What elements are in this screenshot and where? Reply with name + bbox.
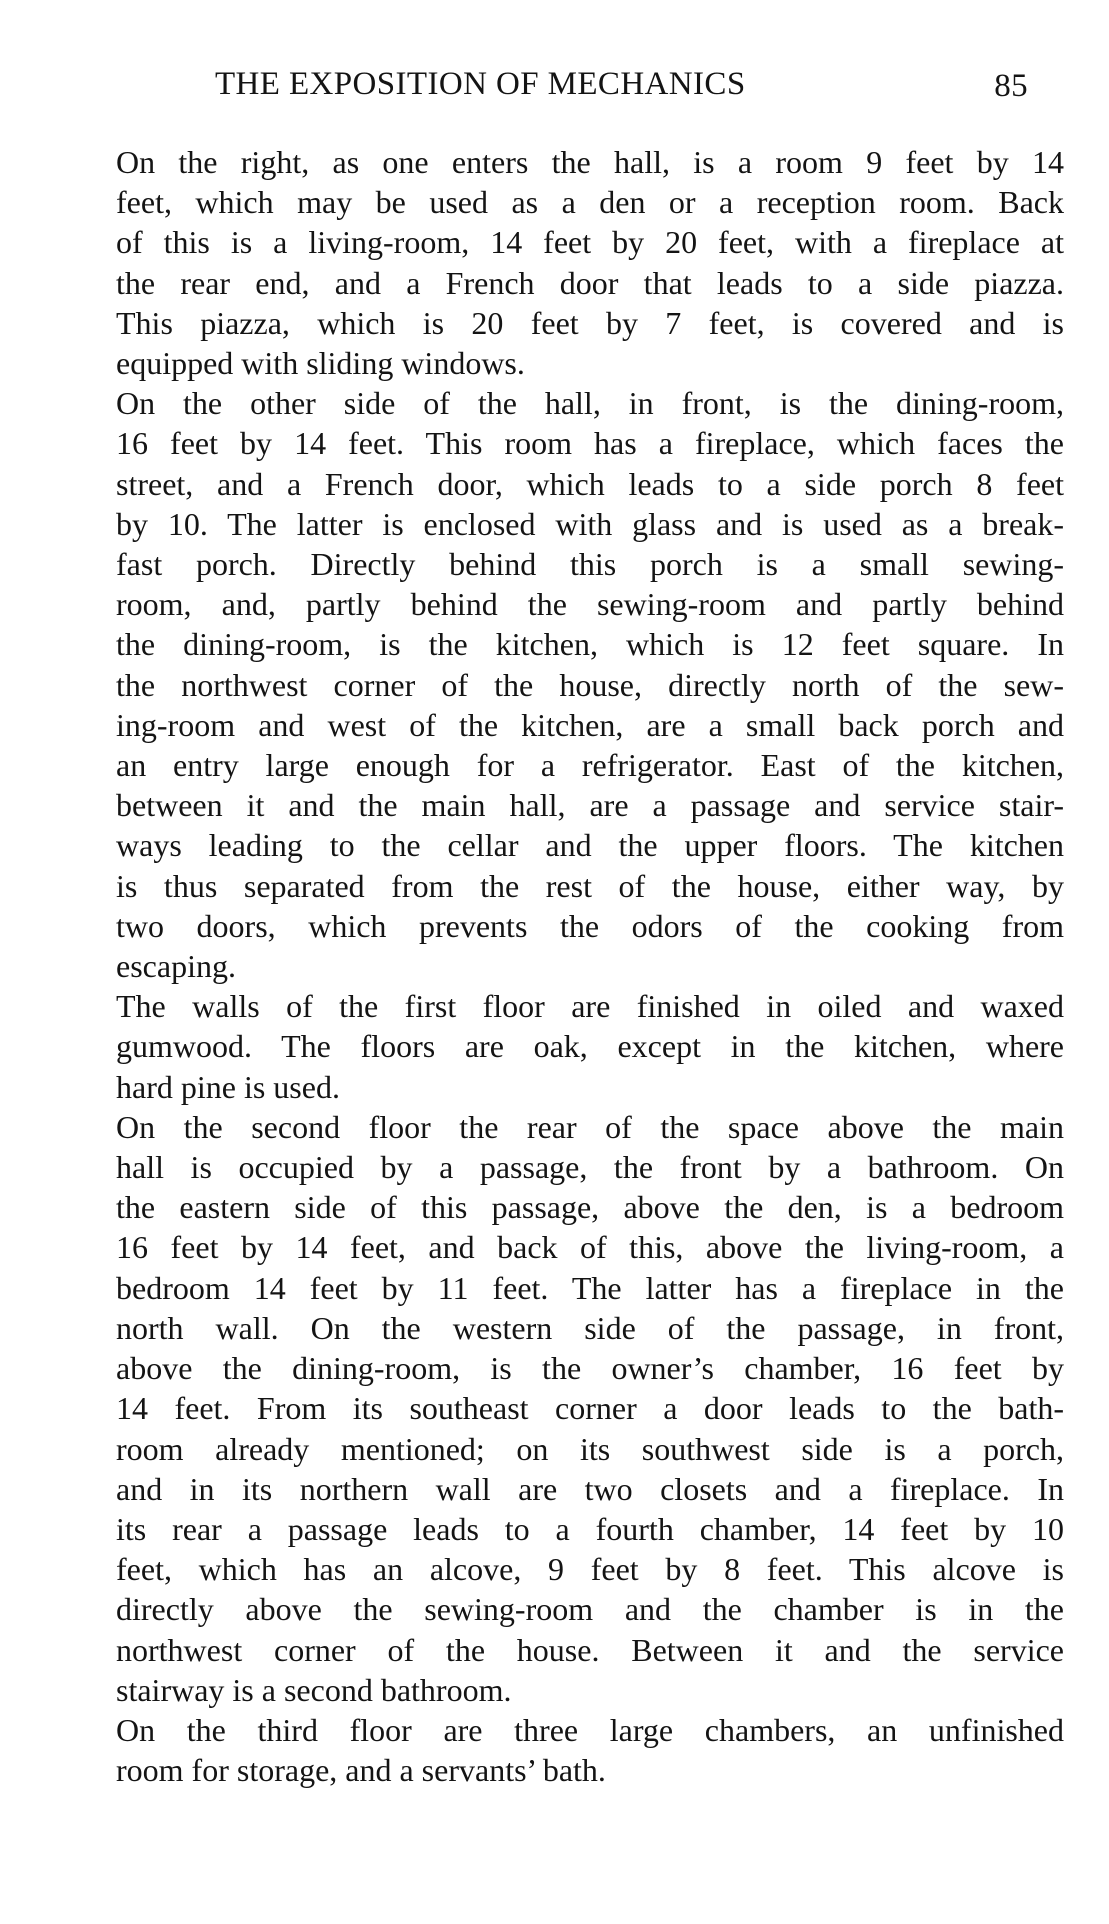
- text-line: room for storage, and a servants’ bath.: [116, 1752, 606, 1789]
- running-title: THE EXPOSITION OF MECHANICS: [215, 66, 746, 102]
- text-line: an entry large enough for a refrigerator. East of the kitchen,: [116, 747, 1064, 784]
- text-line: stairway is a second bathroom.: [116, 1671, 512, 1708]
- text-line: gumwood. The floors are oak, except in the kitchen, where: [116, 1028, 1064, 1065]
- text-line: above the dining-room, is the owner’s chamber, 16 feet by: [116, 1350, 1064, 1387]
- text-line: two doors, which prevents the odors of the cooking from: [116, 907, 1064, 944]
- text-line: On the third floor are three large chambers, an unfinished: [116, 1711, 1064, 1748]
- text-line: The walls of the first floor are finished in oiled and waxed: [116, 988, 1064, 1025]
- text-line: feet, which has an alcove, 9 feet by 8 feet. This alcove is: [116, 1551, 1064, 1588]
- text-line: the northwest corner of the house, directly north of the sew-: [116, 666, 1064, 703]
- text-line: of this is a living-room, 14 feet by 20 feet, with a fireplace at: [116, 224, 1064, 261]
- paragraph: [74, 1710, 1064, 1790]
- text-line: 16 feet by 14 feet. This room has a fireplace, which faces the: [116, 425, 1064, 462]
- text-line: the dining-room, is the kitchen, which is 12 feet square. In: [116, 626, 1064, 663]
- body-text: [74, 142, 1064, 1790]
- text-line: 14 feet. From its southeast corner a door leads to the bath-: [116, 1390, 1064, 1427]
- text-line: On the right, as one enters the hall, is a room 9 feet by 14: [116, 144, 1064, 180]
- paragraph: [74, 142, 1064, 383]
- text-line: escaping.: [116, 948, 236, 985]
- text-line: hard pine is used.: [116, 1068, 340, 1105]
- text-line: On the other side of the hall, in front, is the dining-room,: [116, 385, 1064, 422]
- text-line: fast porch. Directly behind this porch is a small sewing-: [116, 546, 1064, 583]
- text-line: between it and the main hall, are a passage and service stair-: [116, 787, 1064, 824]
- running-head: [70, 66, 1060, 116]
- page-number: 85: [994, 68, 1028, 104]
- text-line: and in its northern wall are two closets and a fireplace. In: [116, 1470, 1064, 1507]
- text-line: directly above the sewing-room and the chamber is in the: [116, 1591, 1064, 1628]
- text-line: room, and, partly behind the sewing-room and partly behind: [116, 586, 1064, 623]
- text-line: ways leading to the cellar and the upper floors. The kitchen: [116, 827, 1064, 864]
- text-line: the eastern side of this passage, above the den, is a bedroom: [116, 1189, 1064, 1226]
- paragraph: [74, 986, 1064, 1107]
- paragraph: [74, 1107, 1064, 1710]
- text-line: by 10. The latter is enclosed with glass and is used as a break-: [116, 505, 1064, 542]
- text-line: room already mentioned; on its southwest side is a porch,: [116, 1430, 1064, 1467]
- text-line: north wall. On the western side of the passage, in front,: [116, 1309, 1064, 1346]
- text-line: hall is occupied by a passage, the front by a bathroom. On: [116, 1149, 1064, 1186]
- text-line: ing-room and west of the kitchen, are a small back porch and: [116, 706, 1064, 743]
- text-line: 16 feet by 14 feet, and back of this, above the living-room, a: [116, 1229, 1064, 1266]
- text-line: This piazza, which is 20 feet by 7 feet, is covered and is: [116, 304, 1064, 341]
- text-line: street, and a French door, which leads to a side porch 8 feet: [116, 465, 1064, 502]
- text-line: is thus separated from the rest of the house, either way, by: [116, 867, 1064, 904]
- text-line: feet, which may be used as a den or a reception room. Back: [116, 184, 1064, 221]
- text-line: the rear end, and a French door that leads to a side piazza.: [116, 264, 1064, 301]
- paragraph: [74, 383, 1064, 986]
- text-line: bedroom 14 feet by 11 feet. The latter has a fireplace in the: [116, 1269, 1064, 1306]
- text-line: On the second floor the rear of the space above the main: [116, 1108, 1064, 1145]
- text-line: its rear a passage leads to a fourth chamber, 14 feet by 10: [116, 1510, 1064, 1547]
- text-line: equipped with sliding windows.: [116, 345, 525, 382]
- text-line: northwest corner of the house. Between it and the service: [116, 1631, 1064, 1668]
